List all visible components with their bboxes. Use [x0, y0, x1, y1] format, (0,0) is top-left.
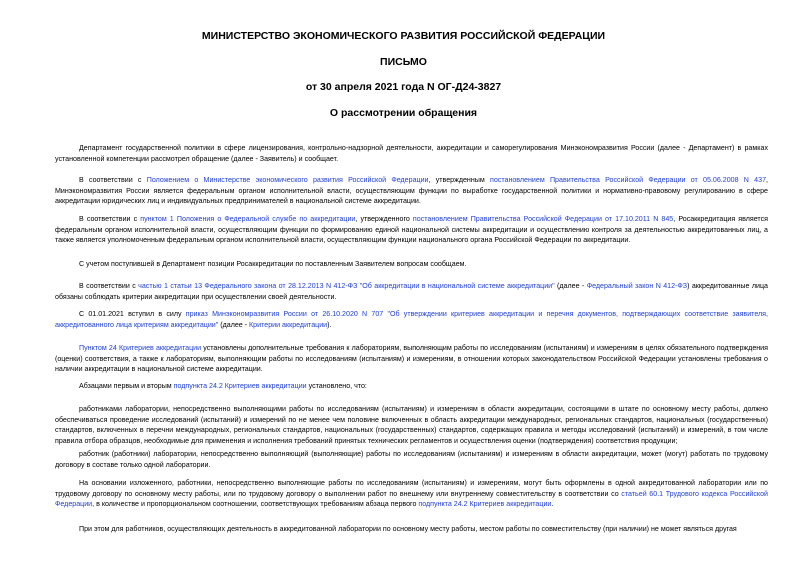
document-date-number: от 30 апреля 2021 года N ОГ-Д24-3827 — [305, 81, 502, 93]
link-accreditation-service-regulation[interactable]: пунктом 1 Положения о Федеральной службе по аккредитации — [140, 215, 356, 223]
paragraph-8 — [55, 381, 768, 392]
paragraph-3 — [55, 214, 768, 246]
paragraph-10 — [55, 449, 768, 470]
paragraph-text: В соответствии с — [79, 282, 139, 290]
paragraph-text: работник (работники) лаборатории, непосредственно выполняющий (выполняющие) работы по исследованиям (испытаниям) и измерениям в области аккредитации, может (могут) работать по трудовому договору в составе только одной лаборатории. — [55, 450, 768, 469]
paragraph-text: С учетом поступившей в Департамент позиции Росаккредитации по поставленным Заявителем вопросам сообщаем. — [79, 260, 467, 268]
paragraph-text: Департамент государственной политики в сфере лицензирования, контрольно-надзорной деятельности, аккредитации и саморегулирования Минэкономразвития России (далее - Департамент) в рамках установленной компетенции рассмотрел обращение (далее - Заявитель) и сообщает. — [55, 144, 768, 163]
paragraph-text: , утвержденного — [355, 215, 413, 223]
paragraph-text: работниками лаборатории, непосредственно выполняющими работы по исследованиям (испытаниям) и измерениям в области аккредитации, состоящими в штате по основному месту работы, должно обеспечиваться проведение исследований (испытаний) и измерений по не менее чем половине включенных в область аккредитации международных, региональных стандартов, национальных (государственных) стандартов, включенных в перечни международных, региональных стандартов, национальных (государственных) стандартов, содержащих правила и методы исследований (испытаний) и измерений, в том числе правила отбора образцов, необходимые для применения и исполнения требований принятых технических регламентов и осуществления оценки (подтверждения) соответствия продукции; — [55, 405, 768, 445]
link-federal-law-412-article-13[interactable]: частью 1 статьи 13 Федерального закона от 28.12.2013 N 412-ФЗ "Об аккредитации в национальной системе аккредитации" — [138, 282, 555, 290]
link-criteria-subpoint-24-2[interactable]: подпункта 24.2 Критериев аккредитации — [173, 382, 307, 390]
paragraph-1 — [55, 143, 768, 164]
paragraph-11 — [55, 478, 768, 510]
paragraph-text: ) аккредитованные лица обязаны соблюдать критерии аккредитации при осуществлении своей деятельности. — [55, 282, 768, 301]
paragraph-text: , в количестве и пропорциональном соотношении, соответствующих требованиям абзаца первого — [92, 500, 419, 509]
paragraph-text: В соответствии с — [79, 215, 141, 223]
link-criteria-point-24[interactable]: Пунктом 24 Критериев аккредитации — [79, 344, 202, 352]
paragraph-4 — [55, 259, 768, 270]
paragraph-5 — [55, 281, 768, 302]
paragraph-text: . — [551, 500, 554, 509]
paragraph-text: установлено, что: — [306, 382, 367, 390]
link-labor-code-article-60-1[interactable]: статьей 60.1 Трудового кодекса Российской Федерации — [55, 489, 769, 509]
link-order-707[interactable]: приказ Минэкономразвития России от 26.10.2020 N 707 "Об утверждении критериев аккредитации и перечня документов, подтверждающих соответствие заявителя, аккредитованного лица критериям аккредитации" — [55, 310, 768, 329]
paragraph-text: , Росаккредитация является федеральным органом исполнительной власти, осуществляющим функции по формированию единой национальной системы аккредитации и осуществлению контроля за деятельностью аккредитованных лиц, а также является уполномоченным федеральным органом исполнительной власти, осуществляющим функции национального органа Российской Федерации по аккредитации. — [55, 215, 768, 245]
paragraph-text: , Минэкономразвития России является федеральным органом исполнительной власти, осуществляющим функции по выработке государственной политики и нормативно-правовому регулированию в сфере аккредитации юридических лиц и индивидуальных предпринимателей в национальной системе аккредитации. — [55, 176, 768, 206]
link-federal-law-412[interactable]: Федеральный закон N 412-ФЗ — [586, 282, 688, 290]
paragraph-text: (далее - — [554, 282, 587, 290]
paragraph-text: установлены дополнительные требования к лабораториям, выполняющим работы по исследованиям (испытаниям) и измерениям в целях обязательного подтверждения (оценки) соответствия, а также к лабораториям, выполняющим работы по исследованиям (испытаниям) и измерениям, в отношении которых законодательством Российской Федерации установлены требования о наличии аккредитации в национальной системе аккредитации. — [55, 344, 768, 374]
paragraph-9 — [55, 404, 768, 446]
paragraph-7 — [55, 343, 768, 375]
link-government-resolution-845[interactable]: постановлением Правительства Российской Федерации от 17.10.2011 N 845 — [412, 215, 674, 223]
paragraph-text: При этом для работников, осуществляющих деятельность в аккредитованной лаборатории по основному месту работы, местом работы по совместительству (при наличии) не может являться другая — [79, 525, 737, 533]
link-government-resolution-437[interactable]: постановлением Правительства Российской Федерации от 05.06.2008 N 437 — [490, 176, 767, 184]
paragraph-text: Абзацами первым и вторым — [79, 382, 174, 390]
paragraph-text: С 01.01.2021 вступил в силу — [79, 310, 186, 318]
paragraph-12 — [55, 524, 768, 535]
link-accreditation-criteria[interactable]: Критерии аккредитации — [249, 320, 328, 329]
link-criteria-subpoint-24-2[interactable]: подпункта 24.2 Критериев аккредитации — [418, 500, 552, 509]
paragraph-text: В соответствии с — [79, 176, 147, 184]
paragraph-6 — [55, 309, 768, 330]
paragraph-text: , утвержденным — [428, 176, 490, 184]
paragraph-text: На основании изложенного, работники, непосредственно выполняющие работы по исследованиям (испытаниям) и измерениям, могут быть оформлены в одной аккредитованной лаборатории или по трудовому договору по основному месту работы, или по трудовому договору о выполнении работ по внешнему или внутреннему совместительству в соответствии со — [55, 479, 768, 498]
document-subject: О рассмотрении обращения — [329, 107, 478, 119]
link-ministry-regulation[interactable]: Положением о Министерстве экономического развития Российской Федерации — [146, 176, 429, 184]
ministry-heading: МИНИСТЕРСТВО ЭКОНОМИЧЕСКОГО РАЗВИТИЯ РОССИЙСКОЙ ФЕДЕРАЦИИ — [201, 30, 606, 42]
paragraph-2 — [55, 175, 768, 207]
document-type: ПИСЬМО — [380, 56, 427, 68]
paragraph-text: ). — [327, 320, 332, 329]
paragraph-text: (далее - — [218, 320, 250, 329]
